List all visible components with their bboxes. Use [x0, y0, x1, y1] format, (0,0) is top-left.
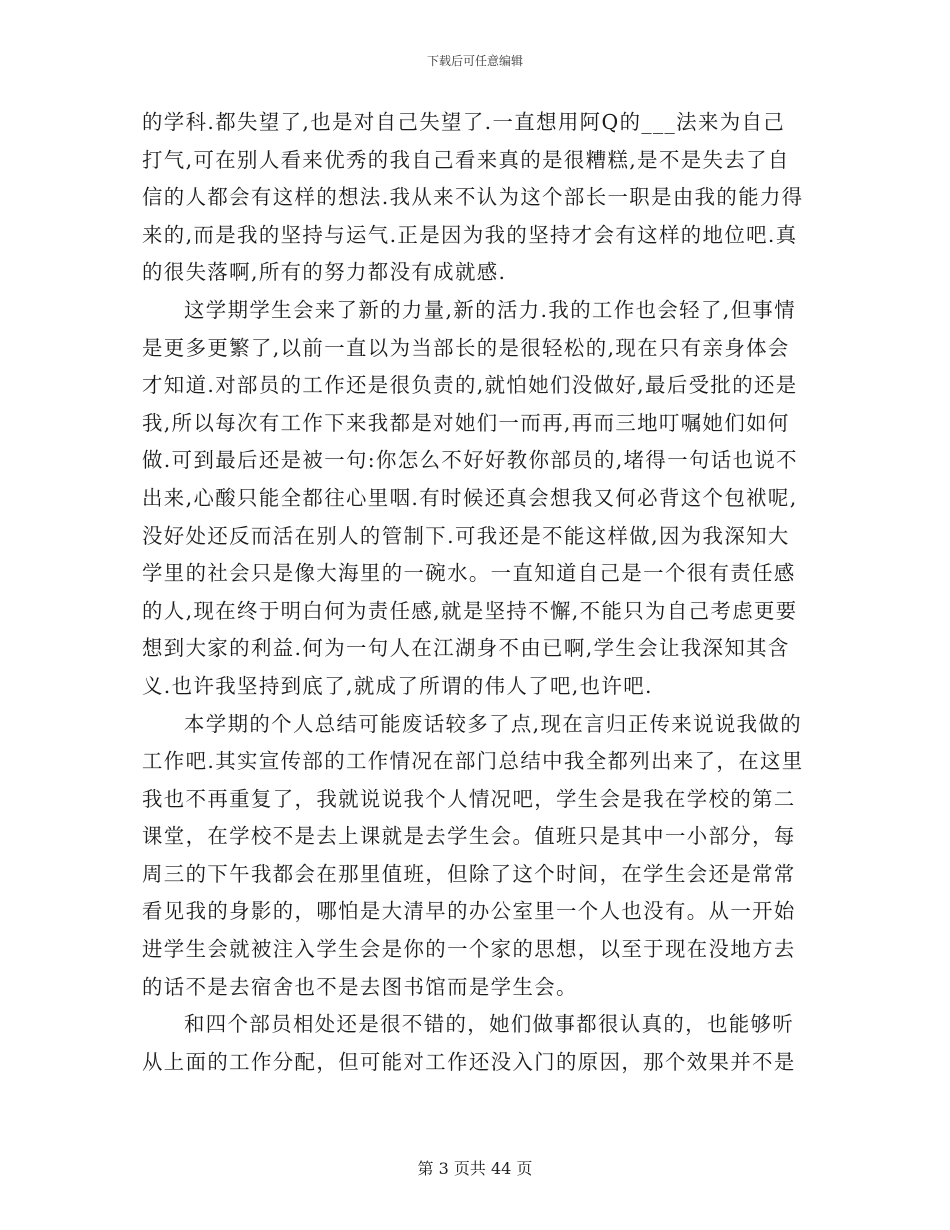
text-line: 的很失落啊,所有的努力都没有成就感. [142, 260, 507, 285]
document-body [142, 104, 810, 1081]
text-line: 这学期学生会来了新的力量,新的活力.我的工作也会轻了,但事情 [184, 297, 796, 322]
text-line: 做.可到最后还是被一句:你怎么不好好教你部员的,堵得一句话也说不 [142, 448, 798, 473]
text-line: 想到大家的利益.何为一句人在江湖身不由已啊,学生会让我深知其含 [142, 636, 790, 661]
text-line: 是更多更繁了,以前一直以为当部长的是很轻松的,现在只有亲身体会 [142, 335, 790, 360]
text-line: 打气,可在别人看来优秀的我自己看来真的是很糟糕,是不是失去了自 [142, 147, 790, 172]
text-line: 课堂，在学校不是去上课就是去学生会。值班只是其中一小部分，每 [142, 824, 796, 849]
text-line: 来的,而是我的坚持与运气.正是因为我的坚持才会有这样的地位吧.真 [142, 222, 798, 247]
text-line: 学里的社会只是像大海里的一碗水。一直知道自己是一个很有责任感 [142, 561, 796, 586]
text-line: 和四个部员相处还是很不错的，她们做事都很认真的，也能够听 [184, 1012, 795, 1037]
text-line: 没好处还反而活在别人的管制下.可我还是不能这样做,因为我深知大 [142, 523, 790, 548]
text-line: 才知道.对部员的工作还是很负责的,就怕她们没做好,最后受批的还是 [142, 373, 798, 398]
text-line: 义.也许我坚持到底了,就成了所谓的伟人了吧,也许吧. [142, 673, 653, 698]
text-line: 我,所以每次有工作下来我都是对她们一而再,再而三地叮嘱她们如何 [142, 410, 790, 435]
text-line: 工作吧.其实宣传部的工作情况在部门总结中我全都列出来了，在这里 [142, 749, 804, 774]
paragraph [142, 706, 810, 1007]
text-line: 的学科.都失望了,也是对自己失望了.一直想用阿Q的___法来为自己 [142, 110, 786, 134]
text-line: 从上面的工作分配，但可能对工作还没入门的原因，那个效果并不是 [142, 1049, 796, 1074]
text-line: 看见我的身影的，哪怕是大清早的办公室里一个人也没有。从一开始 [142, 899, 796, 924]
paragraph [142, 104, 810, 292]
page-number: 第 3 页共 44 页 [417, 1159, 533, 1178]
text-line: 的话不是去宿舍也不是去图书馆而是学生会。 [142, 974, 578, 999]
paragraph [142, 1006, 810, 1081]
page-header: 下载后可任意编辑 [426, 54, 523, 68]
text-line: 周三的下午我都会在那里值班，但除了这个时间，在学生会还是常常 [142, 861, 796, 886]
text-line: 我也不再重复了，我就说说我个人情况吧，学生会是我在学校的第二 [142, 786, 796, 811]
paragraph [142, 292, 810, 706]
text-line: 进学生会就被注入学生会是你的一个家的思想，以至于现在没地方去 [142, 937, 796, 962]
text-line: 出来,心酸只能全都往心里咽.有时候还真会想我又何必背这个包袱呢, [142, 485, 798, 510]
text-line: 的人,现在终于明白何为责任感,就是坚持不懈,不能只为自己考虑更要 [142, 598, 798, 623]
text-line: 信的人都会有这样的想法.我从来不认为这个部长一职是由我的能力得 [142, 185, 804, 210]
text-line: 本学期的个人总结可能废话较多了点,现在言归正传来说说我做的 [184, 711, 803, 736]
